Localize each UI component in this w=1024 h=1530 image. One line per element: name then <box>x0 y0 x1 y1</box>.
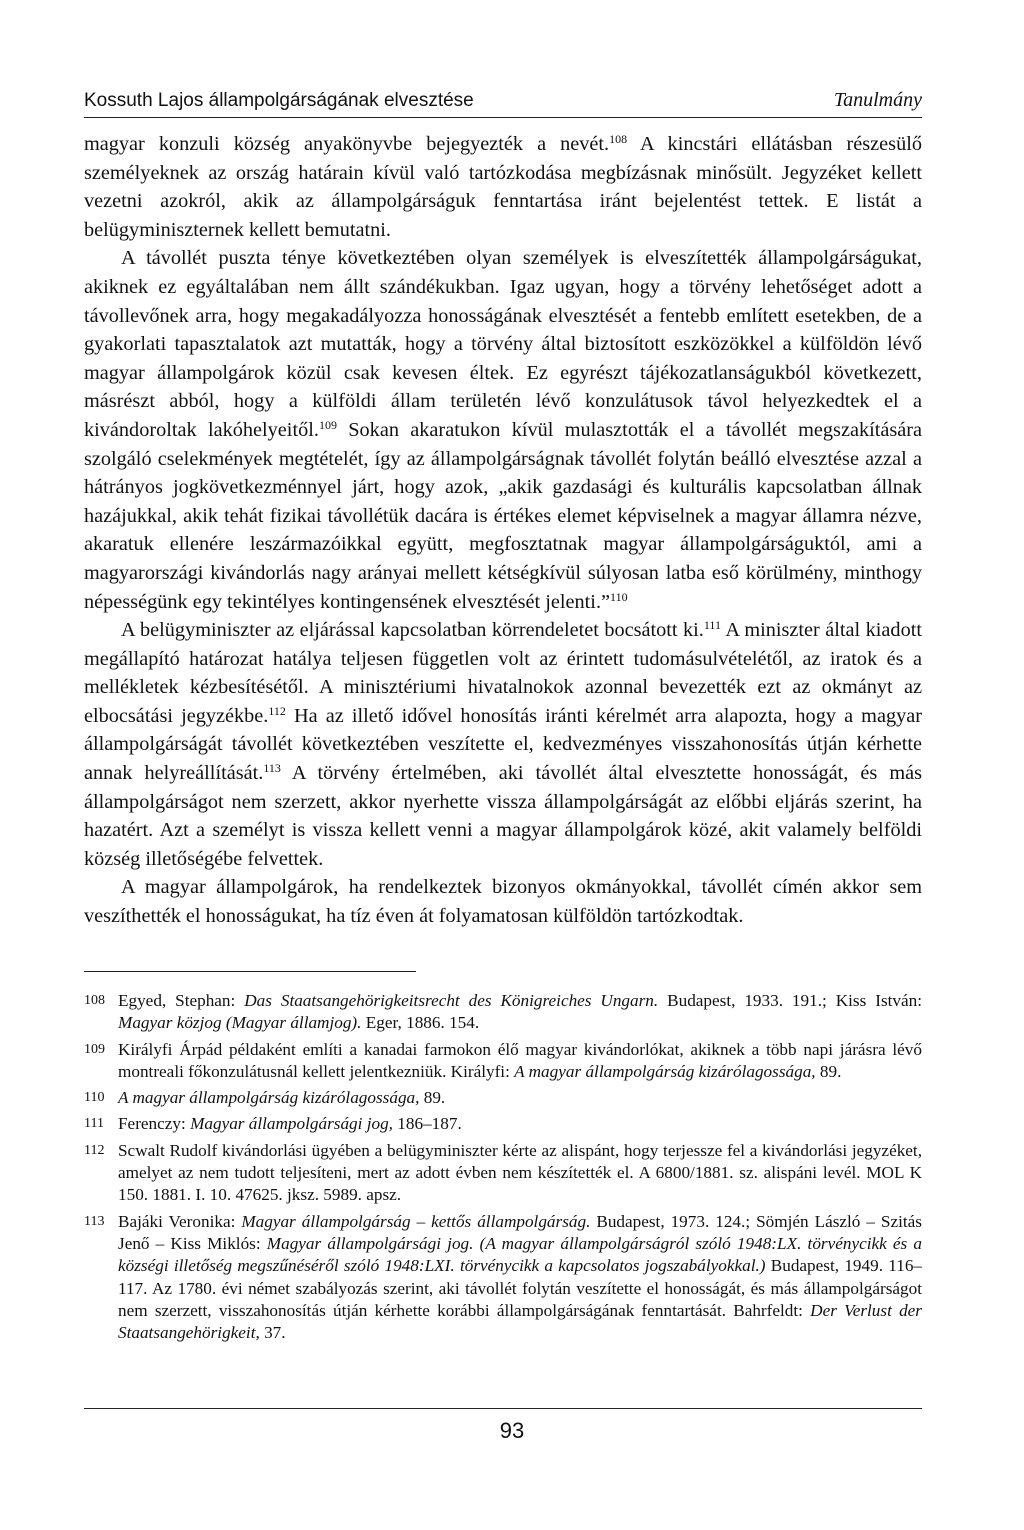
paragraph-text: A távollét puszta ténye következtében olyan személyek is elveszítették állampolgárságukat, akiknek ez egyáltalában nem állt szándékukban. Igaz ugyan, hogy a törvény lehetőséget adott a távollevőnek arra, hogy megakadályozza honosságának elvesztését a fentebb említett esetekben, de a gyakorlati tapasztalatok azt mutatták, hogy a törvény által biztosított eszközökkel a külföldön lévő magyar állampolgárok közül csak kevesen éltek. Ez egyrészt tájékozatlanságukból következett, másrészt abból, hogy a külföldi állam területén lévő konzulátusok távol helyezkedtek el a kivándoroltak lakóhelyeitől. <box>84 247 922 441</box>
footnote-ref: 113 <box>263 761 281 776</box>
footnotes <box>84 990 922 1348</box>
footnote-number: 111 <box>84 1116 104 1132</box>
paragraph <box>84 244 922 616</box>
footnote <box>84 990 922 1035</box>
paragraph-text: Ha az illető idővel honosítás iránti kérelmét arra alapozta, hogy a magyar állampolgárságát távollét következtében veszítette el, kedvezményes visszahonosítás útján kérhette annak helyreállítását. <box>84 704 922 785</box>
paragraph <box>84 873 922 930</box>
footnote-text: Ferenczy: Magyar állampolgársági jog, 186–187. <box>118 1114 462 1134</box>
header-section: Tanulmány <box>833 89 922 111</box>
footnote-number: 112 <box>84 1142 105 1158</box>
footnote-text: Scwalt Rudolf kivándorlási ügyében a belügyminiszter kérte az alispánt, hogy terjessze fel a kivándorlási jegyzéket, amelyet az nem tudott teljesíteni, mert az adott évben nem készítették el. A 6800/1881. sz. alispáni levél. MOL K 150. 1881. I. 10. 47625. jksz. 5989. apsz. <box>118 1140 922 1205</box>
paragraph-text: A magyar állampolgárok, ha rendelkeztek bizonyos okmányokkal, távollét címén akkor sem veszíthették el honosságukat, ha tíz éven át folyamatosan külföldön tartózkodtak. <box>84 876 922 928</box>
footnote <box>84 1140 922 1207</box>
footnote <box>84 1113 922 1135</box>
paragraph <box>84 616 922 873</box>
footnote-text: Királyfi Árpád példaként említi a kanadai farmokon élő magyar kivándorlókat, akiknek a több napi járásra lévő montreali főkonzulátusnál kellett jelentkezniük. Királyfi: A magyar állampolgárság kizárólagossága, 89. <box>118 1039 922 1081</box>
page-number: 93 <box>499 1418 525 1443</box>
footnote-ref: 108 <box>609 132 628 146</box>
footnote-number: 109 <box>84 1041 105 1057</box>
footnote-number: 108 <box>84 993 105 1008</box>
paragraph-text: magyar konzuli község anyakönyvbe bejegyezték a nevét. <box>84 133 610 155</box>
paragraph-text: A kincstári ellátásban részesülő személyeknek az ország határain kívül való tartózkodása megbízásnak minősült. Jegyzéket kellett vezetni azokról, akik az állampolgárságuk fenntartása iránt bejelentést tettek. E listát a belügyminiszternek kellett bemutatni. <box>84 133 922 241</box>
footnote-text: Bajáki Veronika: Magyar állampolgárság – kettős állampolgárság. Budapest, 1973. 124.; Sömjén László – Szitás Jenő – Kiss Miklós: Magyar állampolgársági jog. (A magyar állampolgárságról szóló 1948:LX. törvénycikk és a községi illetőség megszűnéséről szóló 1948:LXI. törvénycikk a kapcsolatos jogszabályokkal.) Budapest, 1949. 116–117. Az 1780. évi német szabályozás szerint, aki távollét folytán veszítette el honosságát, és más állampolgárságot nem szerzett, visszahonosítás útján kérhette korábbi állampolgárságának fenntartását. Bahrfeldt: Der Verlust der Staatsangehörigkeit, 37. <box>118 1211 923 1343</box>
paragraph-text: A miniszter által kiadott megállapító határozat hatálya teljesen független volt az érintett tudomásulvételétől, az iratok és a mellékletek kézbesítésétől. A minisztériumi hivatalnokok azonnal bevezették ezt az okmányt az elbocsátási jegyzékbe. <box>84 619 922 727</box>
footnote-ref: 111 <box>703 618 721 633</box>
paragraph-text: A törvény értelmében, aki távollét által elvesztette honosságát, és más állampolgárságot nem szerzett, akkor nyerhette vissza állampolgárságát az előbbi eljárás szerint, ha hazatért. Azt a személyt is vissza kellett venni a magyar állampolgárok közé, akit valamely belföldi község illetőségébe felvettek. <box>84 762 923 870</box>
running-header <box>84 89 922 118</box>
footnote-ref: 109 <box>318 417 337 432</box>
footnote <box>84 1087 922 1109</box>
footnote-number: 113 <box>84 1213 105 1229</box>
bottom-rule <box>84 1408 922 1409</box>
main-text <box>84 130 922 931</box>
footnote-ref: 110 <box>610 589 628 604</box>
footnote <box>84 1211 922 1345</box>
footnote-separator <box>84 971 416 972</box>
footnote-text: A magyar állampolgárság kizárólagossága, 89. <box>118 1088 446 1108</box>
footnote-ref: 112 <box>268 703 286 718</box>
paragraph-text: A belügyminiszter az eljárással kapcsolatban körrendeletet bocsátott ki. <box>121 619 704 642</box>
footnote <box>84 1039 922 1084</box>
paragraph <box>84 130 922 244</box>
header-title: Kossuth Lajos állampolgárságának elvesztése <box>84 90 474 111</box>
footnote-text: Egyed, Stephan: Das Staatsangehörigkeitsrecht des Königreiches Ungarn. Budapest, 1933. 191.; Kiss István: Magyar közjog (Magyar államjog). Eger, 1886. 154. <box>118 991 922 1033</box>
paragraph-text: Sokan akaratukon kívül mulasztották el a távollét megszakítására szolgáló cselekmények megtételét, így az állampolgárságnak távollét folytán beálló elvesztése azzal a hátrányos jogkövetkezménnyel járt, hogy azok, „akik gazdasági és kulturális kapcsolatban állnak hazájukkal, akik tehát fizikai távollétük dacára is értékes elemet képviselnek a magyar államra nézve, akaratuk ellenére leszármazóikkal együtt, megfosztatnak magyar állampolgárságuktól, ami a magyarországi kivándorlás nagy arányai mellett kétségkívül súlyosan latba eső körülmény, minthogy népességünk egy tekintélyes kontingensének elvesztését jelenti.” <box>84 418 923 613</box>
footnote-number: 110 <box>84 1090 105 1106</box>
